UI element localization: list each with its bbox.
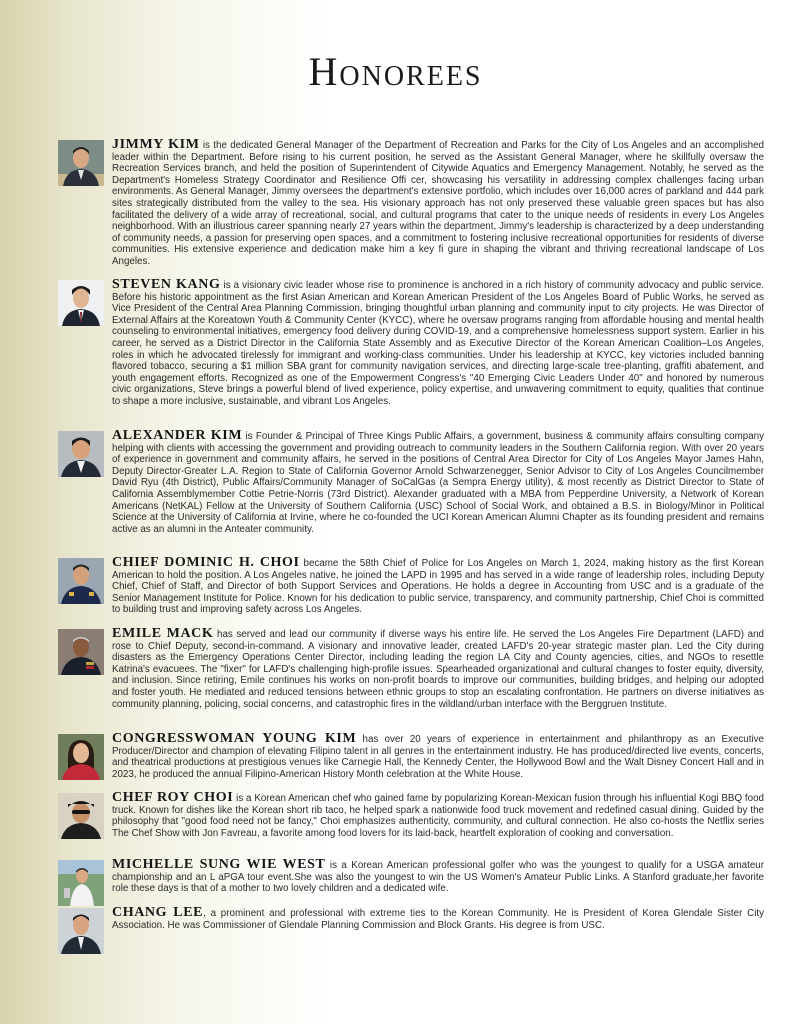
honoree-description: is Founder & Principal of Three Kings Public Affairs, a government, business & community affairs consulting company helping with clients with accessing the government and providing outreach to community leaders in the Southern California region. With over 20 years of experience in government and community affairs, he served in the positions of Central Area Director for City of Los Angeles Mayor James Hahn, Deputy Director-Greater L.A. Region to State of California Governor Arnold Schwarzenegger, Senior Advisor to City of Los Angeles Councilmember David Ryu (4th District), Public Affairs/Community Manager of SoCalGas (a Sempra Energy utility), & most recently as District Director to State of California Assemblymember Cottie Petrie-Norris (73rd District). Alexander graduated with a MBA from Pepperdine University, a Network of Korean Americans (NetKAL) Fellow at the University of Southern California (USC) School of Social Work, and obtained a B.S. in Biology/Minor in Political Science at the University of California at Irvine, where he co-founded the UCI Korean American Alumni Chapter as its founding president and remains active as an alumni in the Anteater community.: [112, 431, 765, 535]
honoree-bio: [112, 430, 764, 535]
honoree-name: JIMMY KIM: [112, 137, 200, 152]
honoree-entry: [58, 859, 764, 895]
honoree-photo: [58, 431, 104, 477]
honoree-bio: [112, 733, 764, 780]
honoree-entry: [58, 907, 764, 931]
honoree-bio: [112, 557, 764, 616]
honoree-entry: [58, 557, 764, 616]
honoree-description: has over 20 years of experience in entertainment and philanthropy as an Executive Producer/Director and champion of elevating Filipino talent in all genres in the entertainment industry. He has produced/directed live events, concerts, and theatrical productions at prestigious venues like Carnegie Hall, the Kennedy Center, the Hollywood Bowl and the Walt Disney Concert Hall and in 2023, he produced the annual Filipino-American History Month celebration at the White House.: [112, 734, 764, 780]
honoree-description: is the dedicated General Manager of the Department of Recreation and Parks for the City of Los Angeles and an accomplished leader within the Department. Before rising to his current position, he served as the Assistant General Manager, where he skillfully oversaw the Recreation Services branch, and held the position of Superintendent of Citywide Aquatics and Emergency Management. Notably, he served as the Department's Homeless Strategy Coordinator and Resilience Offi cer, showcasing his versatility in addressing complex challenges facing urban environments. As General Manager, Jimmy oversees the department's extensive portfolio, which includes over 16,000 acres of parkland and 444 park sites strategically distributed from the valley to the sea. His visionary approach has not only preserved these valuable green spaces but has also facilitated the delivery of a wide array of recreational, social, and cultural programs that cater to the unique needs of residents in every Los Angeles neighborhood. With an illustrious career spanning nearly 27 years within the department, Jimmy's leadership is characterized by a deep understanding of community needs, a passion for preserving open spaces, and a commitment to fostering inclusive recreational opportunities for residents of diverse communities. His extensive experience and dedication make him a key fi gure in shaping the vibrant and thriving recreational landscape of Los Angeles.: [112, 140, 764, 267]
honoree-photo: [58, 908, 104, 954]
page-title: Honorees: [308, 49, 483, 94]
honoree-bio: [112, 792, 764, 839]
honoree-bio: [112, 907, 764, 931]
honoree-bio: [112, 139, 764, 268]
honoree-photo: [58, 793, 104, 839]
honoree-photo: [58, 280, 104, 326]
honoree-entry: [58, 733, 764, 780]
honoree-entry: [58, 430, 764, 535]
honoree-name: MICHELLE SUNG WIE WEST: [112, 857, 326, 872]
honoree-photo: [58, 860, 104, 906]
honoree-name: CHEF ROY CHOI: [112, 790, 234, 805]
honoree-photo: [58, 734, 104, 780]
honoree-description: , a prominent and professional with extreme ties to the Korean Community. He is President of Korea Glendale Sister City Association. He was Commissioner of Glendale Planning Commission and Block Grants. His degree is from USC.: [112, 908, 764, 931]
honoree-entry: [58, 792, 764, 839]
honoree-entry: [58, 628, 764, 710]
honoree-photo: [58, 629, 104, 675]
honoree-description: is a Korean American professional golfer who was the youngest to qualify for a USGA amateur championship and an L aPGA tour event.She was also the youngest to win the US Women's Amateur Public Links. A Stanford graduate,her favorite role these days is that of a mother to two lovely children and a dedicated wife.: [112, 860, 764, 895]
honoree-entry: [58, 139, 764, 268]
honoree-photo: [58, 558, 104, 604]
honoree-bio: [112, 628, 764, 710]
honoree-description: became the 58th Chief of Police for Los Angeles on March 1, 2024, making history as the first Korean American to hold the position. A Los Angeles native, he joined the LAPD in 1995 and has served in a wide range of leadership roles, including Deputy Chief, Chief of Staff, and Director of both Support Services and Operations. He holds a degree in Accounting from USC and is a graduate of the Senior Management Institute for Police. Known for his dedication to public service, transparency, and community partnership, Chief Choi is committed to building trust and improving safety across Los Angeles.: [112, 558, 764, 616]
honoree-name: STEVEN KANG: [112, 277, 221, 292]
honoree-description: is a visionary civic leader whose rise to prominence is anchored in a rich history of community advocacy and public service. Before his historic appointment as the first Asian American and Korean American President of the Los Angeles Board of Public Works, he served as Vice President of the Central Area Planning Commission, bringing thoughtful urban planning and community input to city projects. He was Director of External Affairs at the Koreatown Youth & Community Center (KYCC), where he oversaw programs ranging from affordable housing and mental health counseling to environmental initiatives, emergency food delivery during COVID-19, and a comprehensive homelessness support system. Earlier in his career, he served as a District Director in the California State Assembly and as Executive Director of the Korean American Coalition–Los Angeles, roles in which he advocated tirelessly for immigrant and working-class communities. Under his leadership at KYCC, key victories included banning flavored tobacco, securing a $1 million SBA grant for community navigation services, and directing large-scale tree-planting, graffiti abatement, and youth engagement efforts. Recognized as one of the Empowerment Congress's "40 Emerging Civic Leaders Under 40" and honored by numerous civic organizations, Steve brings a powerful blend of lived experience, policy expertise, and unwavering commitment to equity, qualities that continue to shape a more inclusive, sustainable, and vibrant Los Angeles.: [112, 280, 764, 407]
honoree-name: CONGRESSWOMAN YOUNG KIM: [112, 731, 357, 746]
honoree-name: ALEXANDER KIM: [112, 428, 243, 443]
honoree-photo: [58, 140, 104, 186]
honoree-name: EMILE MACK: [112, 626, 214, 641]
honoree-bio: [112, 859, 764, 895]
honoree-name: CHIEF DOMINIC H. CHOI: [112, 555, 300, 570]
honoree-description: is a Korean American chef who gained fame by popularizing Korean-Mexican fusion through his influential Kogi BBQ food truck. Known for dishes like the Korean short rib taco, he helped spark a nationwide food truck movement and redefined casual dining. Guided by the philosophy that "good food need not be fancy," Choi emphasizes authenticity, community, and cultural connection. He also co-hosts the Netflix series The Chef Show with Jon Favreau, a favorite among food lovers for its laid-back, heartfelt exploration of cooking and conversation.: [112, 793, 764, 839]
honoree-bio: [112, 279, 764, 408]
honoree-description: has served and lead our community if diverse ways his entire life. He served the Los Angeles Fire Department (LAFD) and rose to Chief Deputy, second-in-command. A visionary and innovative leader, created LAFD's 20-year strategic master plan. Led the City during disasters as the Emergency Operations Center Director, including leading the region LA City and County agencies, cities, and NGOs to resettle Katrina's evacuees. The "fixer" for LAFD's challenging high-profile issues. Spearheaded organizational and cultural changes to foster equity, diversity, and inclusion. Since retiring, Emile continues his works on non-profit boards to improve our communities, building bridges, and helping our adopted and foster youth. He mediated and reduced tensions between ethnic groups to stop an escalating confrontation. He partners on diverse initiatives as community planning, policing, social concerns, and catastrophic fires in the wildland/urban interface with the Berggruen Institute.: [112, 629, 764, 710]
honoree-name: CHANG LEE: [112, 905, 204, 920]
honoree-entry: [58, 279, 764, 408]
